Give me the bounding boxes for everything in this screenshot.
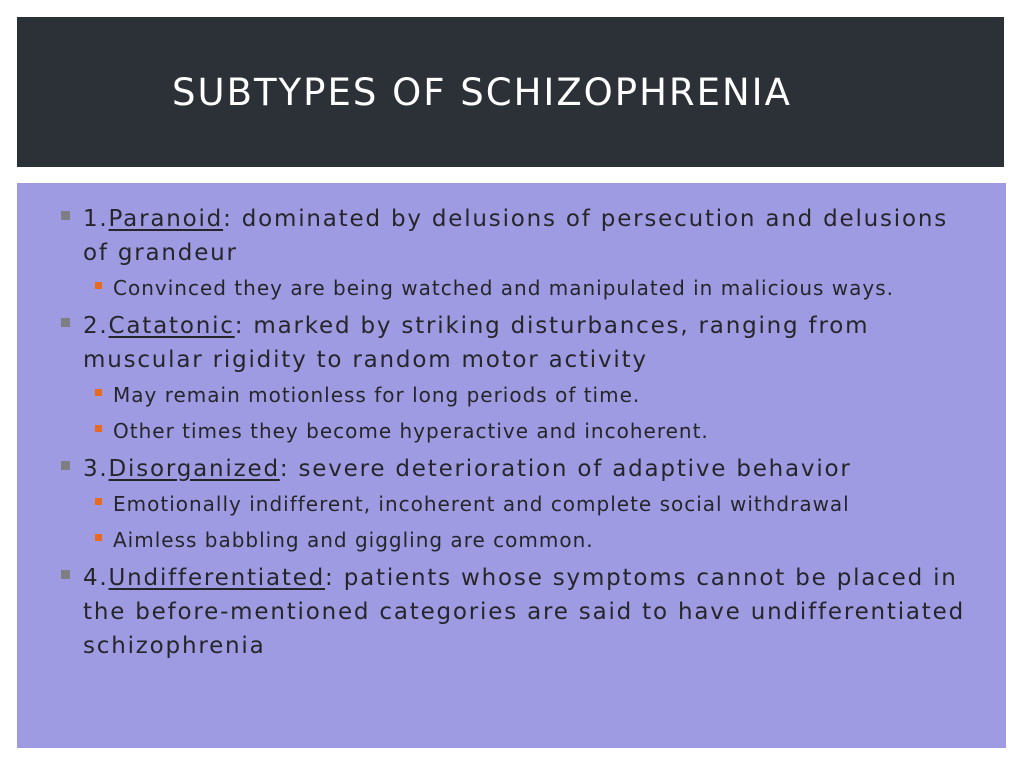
orange-square-bullet-icon [95,282,102,289]
item-description: : marked by striking disturbances, ranging from muscular rigidity to random motor activity [83,313,870,373]
sub-bullet-text: May remain motionless for long periods of time. [113,383,641,407]
item-number: 2. [83,313,109,339]
sub-list [83,380,966,446]
title-bar [17,17,1004,167]
square-bullet-icon [61,461,70,470]
orange-square-bullet-icon [95,498,102,505]
item-description: : severe deterioration of adaptive behavior [279,456,852,482]
orange-square-bullet-icon [95,534,102,541]
bullet-text [83,202,966,270]
item-number: 3. [83,456,109,482]
square-bullet-icon [61,211,70,220]
bullet-item-catatonic [59,309,966,446]
item-description: : dominated by delusions of persecution and delusions of grandeur [83,206,949,266]
orange-square-bullet-icon [95,389,102,396]
term-catatonic: Catatonic [108,313,235,339]
bullet-text [83,561,966,663]
bullet-text [83,309,966,377]
sub-bullet-item [81,525,966,555]
sub-bullet-text: Aimless babbling and giggling are common. [113,528,594,552]
term-undifferentiated: Undifferentiated [108,565,326,591]
item-number: 1. [83,206,109,232]
content-box [17,183,1006,748]
bullet-item-paranoid [59,202,966,303]
sub-bullet-item [81,380,966,410]
slide-title: SUBTYPES OF SCHIZOPHRENIA [172,70,792,114]
term-disorganized: Disorganized [108,456,280,482]
sub-bullet-text: Other times they become hyperactive and incoherent. [113,419,709,443]
item-number: 4. [83,565,109,591]
orange-square-bullet-icon [95,425,102,432]
sub-list [83,489,966,555]
bullet-list [59,202,966,663]
sub-bullet-text: Convinced they are being watched and manipulated in malicious ways. [113,276,895,300]
sub-bullet-item [81,489,966,519]
sub-bullet-item [81,416,966,446]
square-bullet-icon [61,570,70,579]
item-description: : patients whose symptoms cannot be placed in the before-mentioned categories are said to have undifferentiated schizophrenia [83,565,965,659]
bullet-item-undifferentiated [59,561,966,663]
bullet-item-disorganized [59,452,966,555]
bullet-text [83,452,966,486]
sub-bullet-text: Emotionally indifferent, incoherent and complete social withdrawal [113,492,850,516]
term-paranoid: Paranoid [108,206,224,232]
sub-list [83,273,966,303]
sub-bullet-item [81,273,966,303]
square-bullet-icon [61,318,70,327]
